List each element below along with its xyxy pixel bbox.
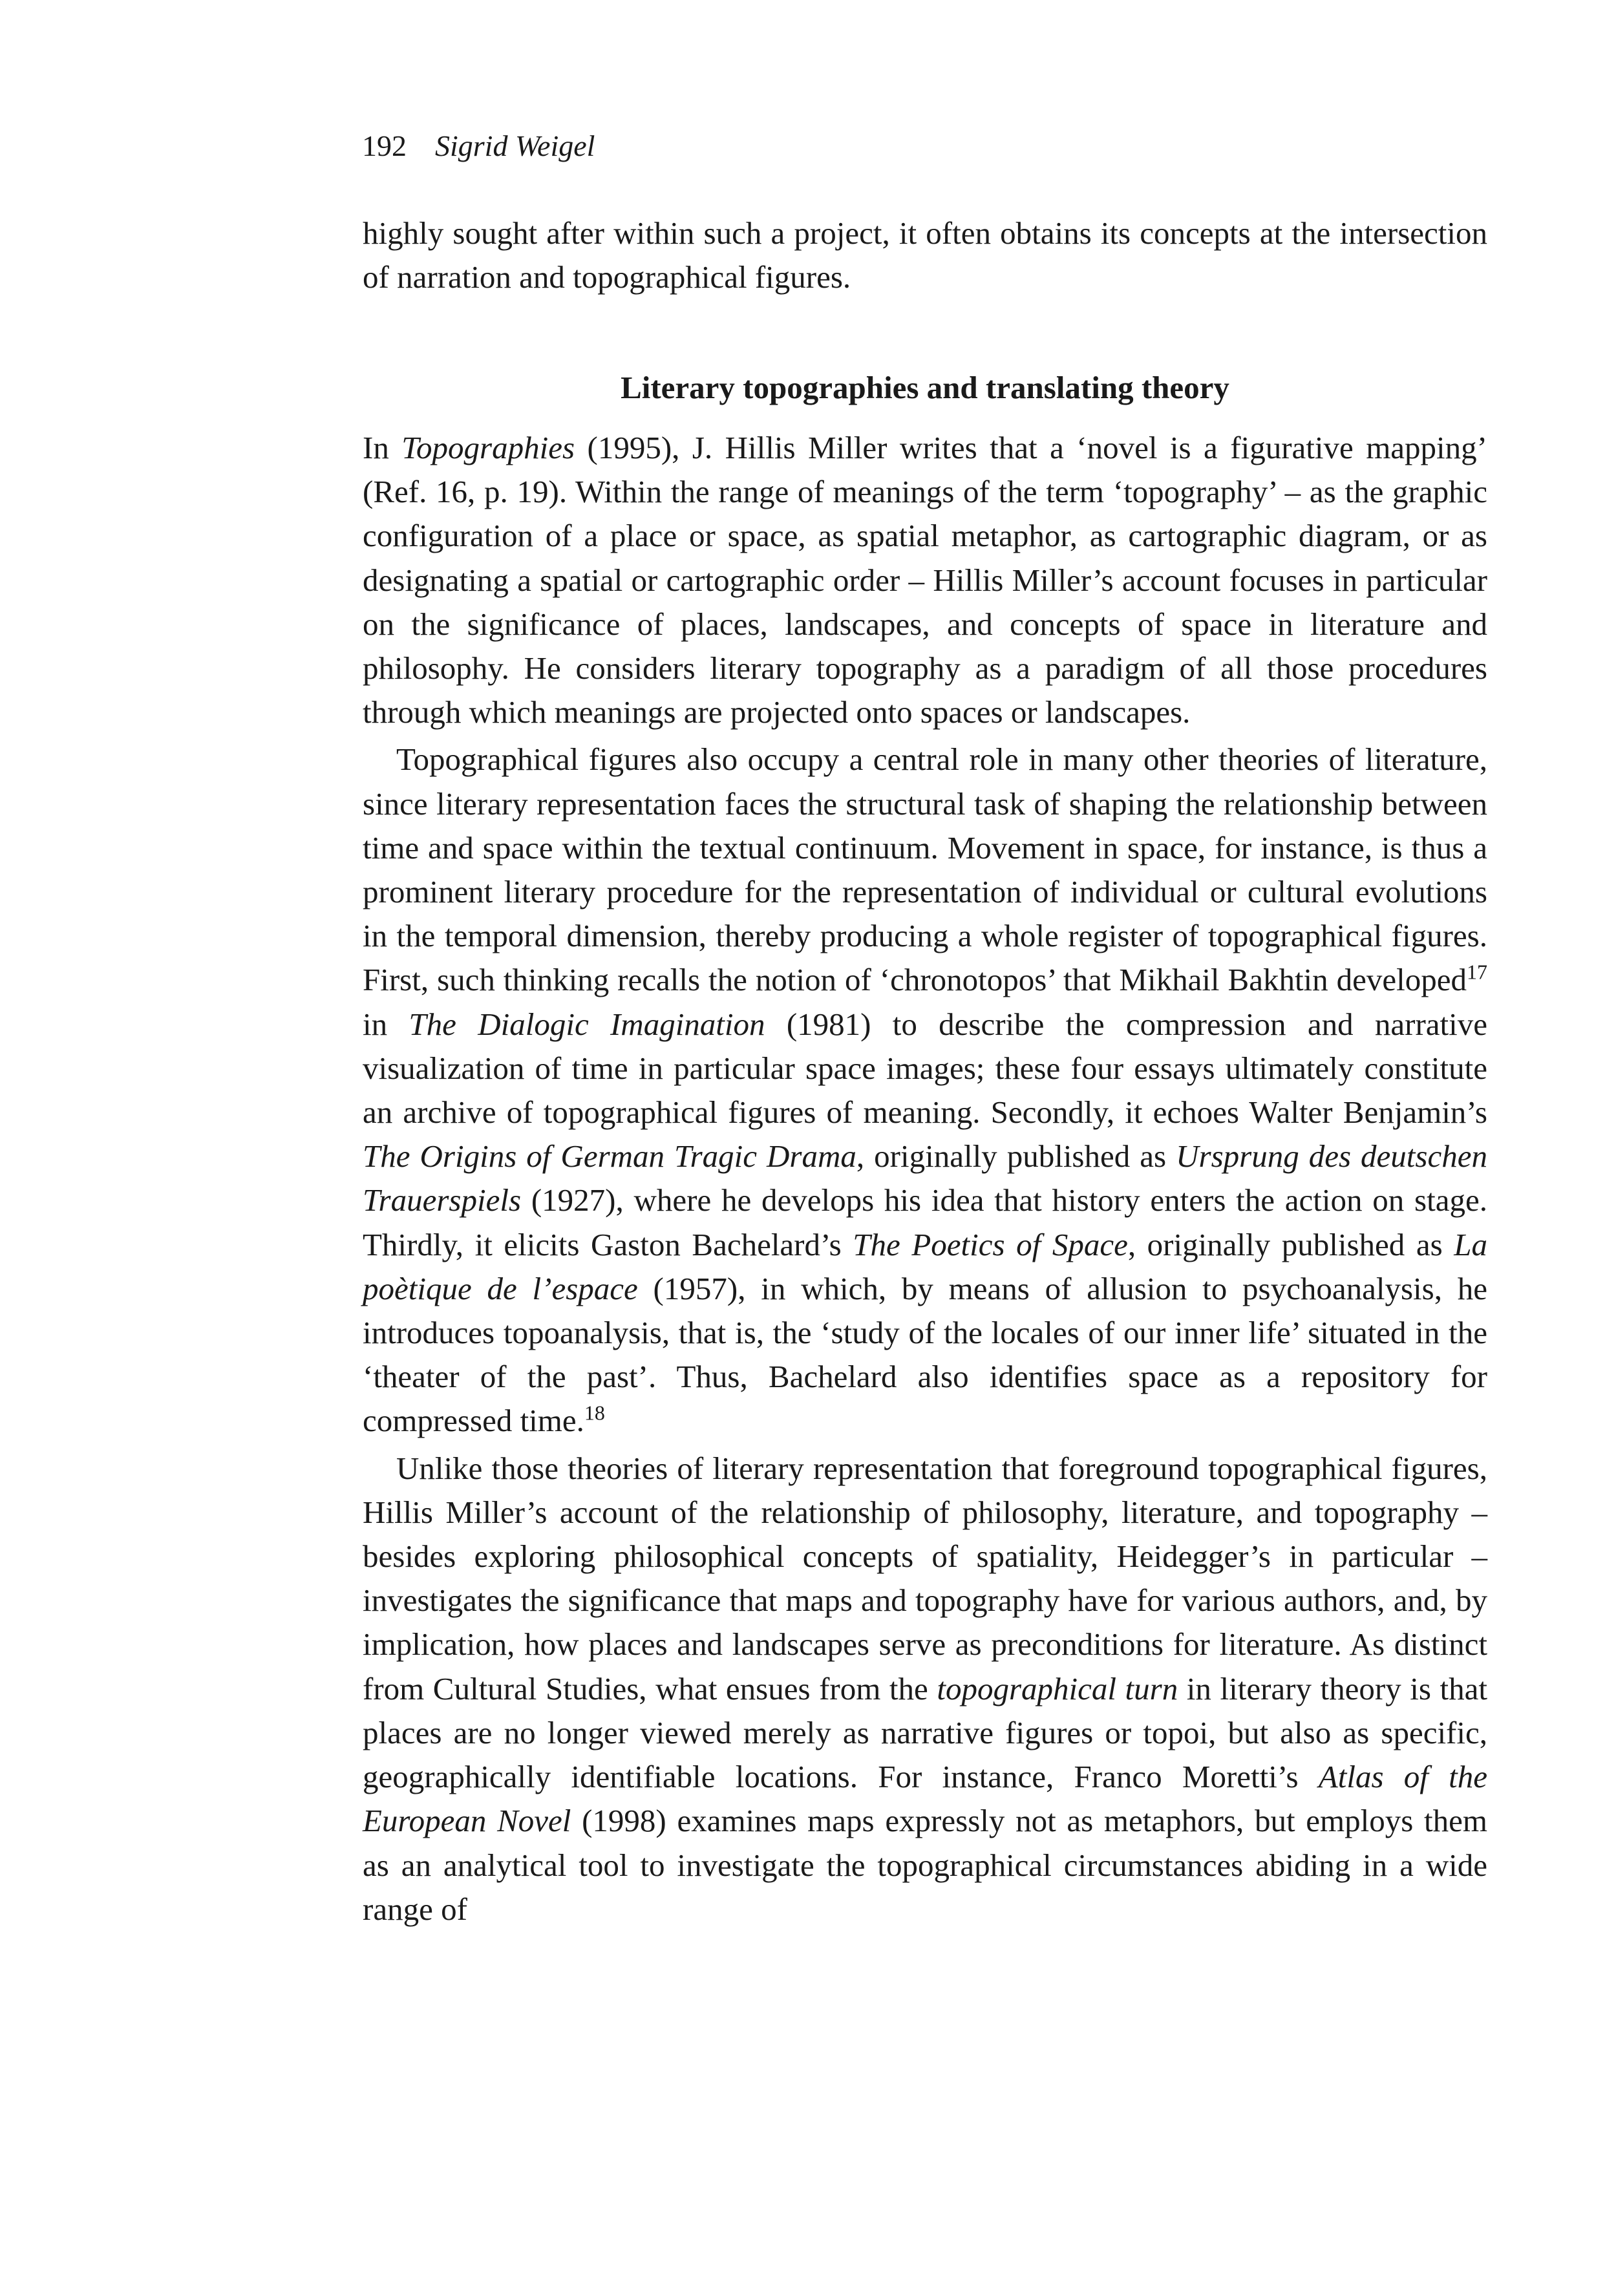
title-dialogic-imagination: The Dialogic Imagination (409, 1006, 765, 1042)
intro-paragraph: highly sought after within such a project, it often obtains its concepts at the intersection of narration and topographical figures. (363, 215, 1487, 295)
section-body (363, 426, 1487, 1931)
intro-text-block (363, 211, 1487, 299)
paragraph-2-text: (1981) to describe the compression and narrative visualization of time in particular space images; these four essays ultimately constitute an archive of topographical figures of meaning. Secondly, it echoes Walter Benjamin’s (363, 1006, 1487, 1131)
page-number: 192 (362, 129, 407, 162)
paragraph-2-text: , originally published as (856, 1138, 1176, 1175)
title-poetics-of-space: The Poetics of Space (853, 1226, 1128, 1262)
title-atlas-european-novel: Atlas of the European Novel (363, 1759, 1487, 1839)
title-poetique-espace: La poètique de l’espace (363, 1226, 1487, 1306)
running-head-author: Sigrid Weigel (435, 129, 595, 162)
paragraph-2-text: (1957), in which, by means of allusion to psychoanalysis, he introduces topoanalysis, that is, the ‘study of the locales of our inner life’ situated in the ‘theater of the past’. Thus, Bachelard also identifies space as a repository for compressed time. (363, 1270, 1487, 1439)
title-origins-german-tragic-drama: The Origins of German Tragic Drama (363, 1138, 856, 1175)
paragraph-2-text: , originally published as (1127, 1226, 1454, 1262)
paragraph-3-text: Unlike those theories of literary representation that foreground topographical figures, Hillis Miller’s account of the relationship of philosophy, literature, and topography – besides exploring philosophical concepts of spatiality, Heidegger’s in particular – investigates the significance that maps and topography have for various authors, and, by implication, how places and landscapes serve as preconditions for literature. As distinct from Cultural Studies, what ensues from the (363, 1450, 1487, 1706)
paragraph-2-text: in (363, 1006, 409, 1042)
term-topographical-turn: topographical turn (937, 1670, 1178, 1706)
paragraph-1 (363, 426, 1487, 734)
footnote-ref-17: 17 (1467, 961, 1487, 984)
paragraph-2-text: Topographical figures also occupy a central role in many other theories of literature, since literary representation faces the structural task of shaping the relationship between time and space within the textual continuum. Movement in space, for instance, is thus a prominent literary procedure for the representation of individual or cultural evolutions in the temporal dimension, thereby producing a whole register of topographical figures. First, such thinking recalls the notion of ‘chronotopos’ that Mikhail Bakhtin developed (363, 741, 1487, 998)
paragraph-1-text: (1995), J. Hillis Miller writes that a ‘novel is a figurative mapping’ (Ref. 16, p. 19). Within the range of meanings of the term ‘topography’ – as the graphic configuration of a place or space, as spatial metaphor, as cartographic diagram, or as designating a spatial or cartographic order – Hillis Miller’s account focuses in particular on the significance of places, landscapes, and concepts of space in literature and philosophy. He considers literary topography as a paradigm of all those procedures through which meanings are projected onto spaces or landscapes. (363, 430, 1487, 730)
paragraph-2-text: (1927), where he develops his idea that history enters the action on stage. Thirdly, it elicits Gaston Bachelard’s (363, 1182, 1487, 1262)
section-heading: Literary topographies and translating theory (621, 370, 1229, 405)
paragraph-1-text: In (363, 430, 402, 465)
title-ursprung: Ursprung des deutschen Trauerspiels (363, 1138, 1487, 1218)
paragraph-3-text: in literary theory is that places are no longer viewed merely as narrative figures or topoi, but also as specific, geographically identifiable locations. For instance, Franco Moretti’s (363, 1670, 1487, 1795)
running-head (362, 127, 595, 165)
footnote-ref-18: 18 (584, 1401, 605, 1425)
paragraph-3 (363, 1447, 1487, 1931)
paragraph-3-text: (1998) examines maps expressly not as metaphors, but employs them as an analytical tool to investigate the topographical circumstances abiding in a wide range of (363, 1803, 1487, 1927)
paragraph-2 (363, 738, 1487, 1443)
title-topographies: Topographies (401, 430, 575, 465)
